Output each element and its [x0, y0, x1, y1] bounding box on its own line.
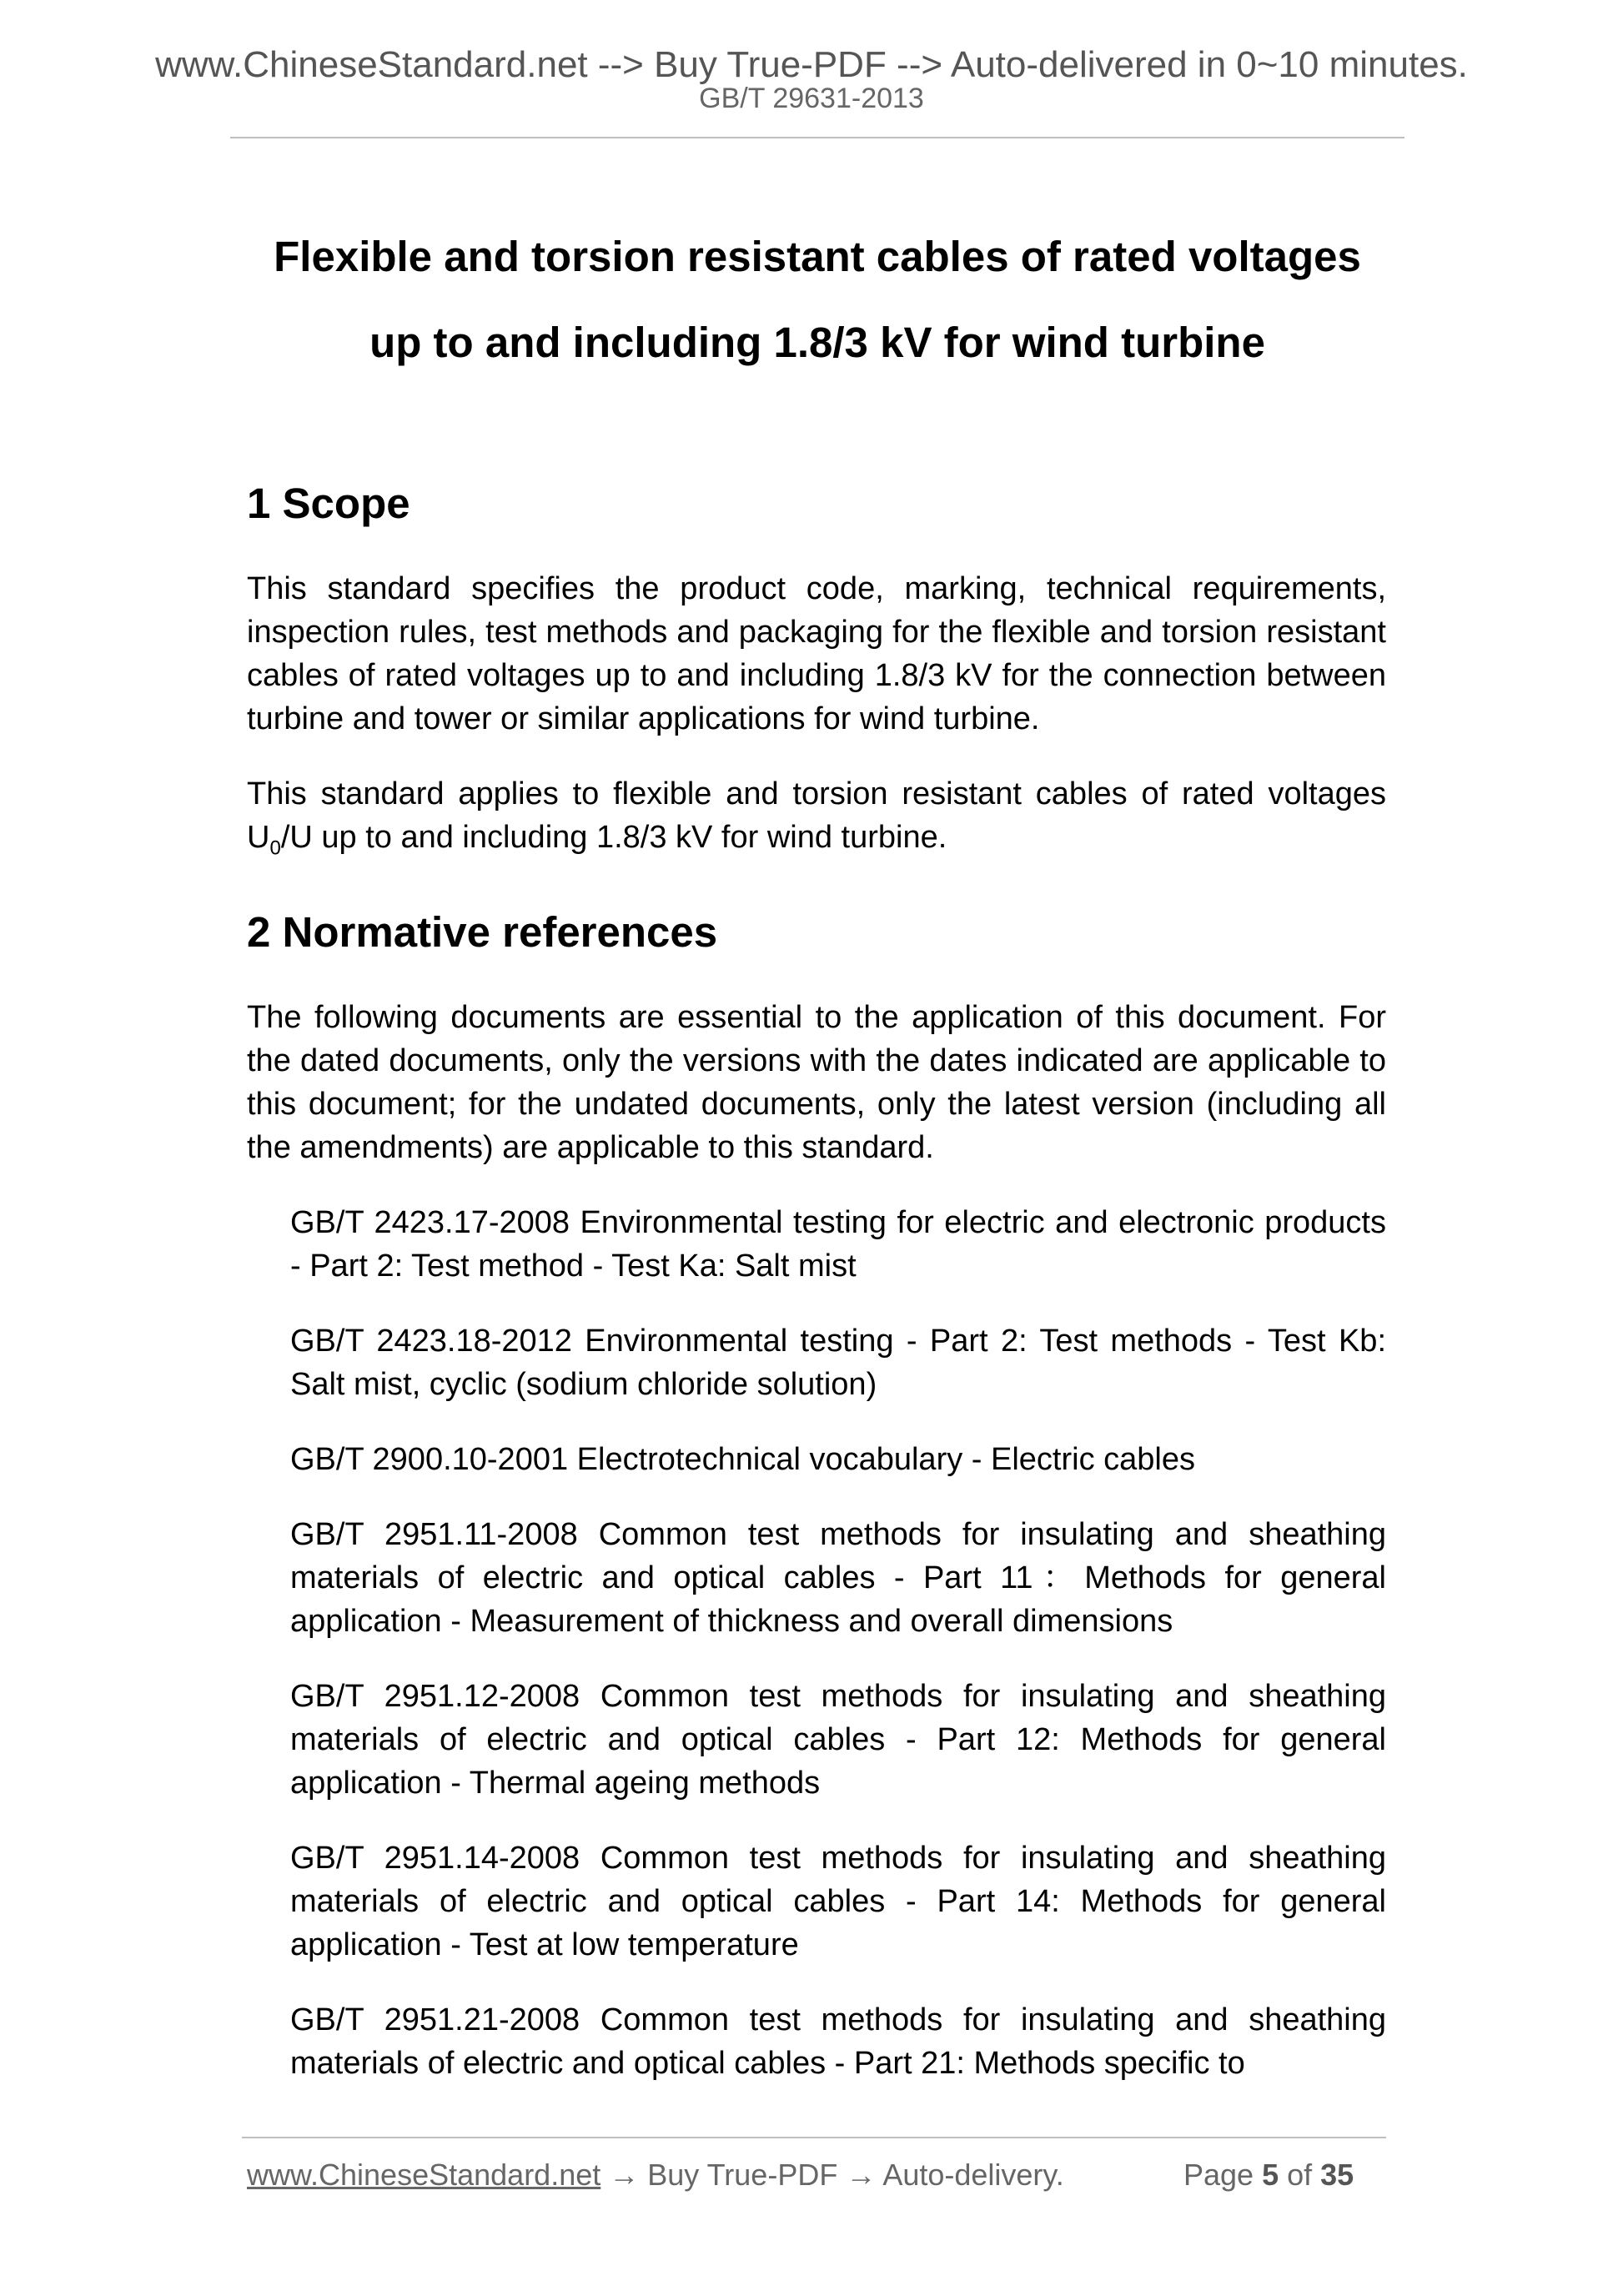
scope-paragraph-2-suffix: /U up to and including 1.8/3 kV for wind turbine. [280, 820, 947, 855]
title-line-1: Flexible and torsion resistant cables of rated voltages [274, 233, 1361, 281]
page-indicator [1183, 2157, 1354, 2193]
reference-item: GB/T 2951.11-2008 Common test methods for insulating and sheathing materials of electric and optical cables - Part 11：Methods for general application - Measurement of thickness and overall dimensions [290, 1516, 1386, 1639]
scope-paragraph-1: This standard specifies the product code, marking, technical requirements, inspection rules, test methods and packaging for the flexible and torsion resistant cables of rated voltages up to and including 1.8/3 kV for the connection between turbine and tower or similar applications for wind turbine. [247, 571, 1386, 736]
total-pages: 35 [1320, 2158, 1354, 2192]
top-banner[interactable]: www.ChineseStandard.net --> Buy True-PDF --> Auto-delivered in 0~10 minutes. [155, 44, 1468, 85]
header-divider [230, 137, 1404, 138]
footer-divider [242, 2137, 1386, 2138]
document-body [247, 477, 1386, 2085]
document-title [217, 214, 1418, 385]
section-heading-normative-references: 2 Normative references [247, 907, 718, 956]
section-heading-scope: 1 Scope [247, 480, 410, 527]
reference-item: GB/T 2951.12-2008 Common test methods for insulating and sheathing materials of electric and optical cables - Part 12: Methods for general application - Thermal ageing methods [290, 1678, 1386, 1801]
title-line-2: up to and including 1.8/3 kV for wind turbine [369, 319, 1265, 367]
footer-link[interactable]: www.ChineseStandard.net [247, 2158, 601, 2192]
page-label: Page [1183, 2158, 1263, 2192]
page-number: 5 [1262, 2158, 1279, 2192]
of-label: of [1279, 2158, 1321, 2192]
reference-item: GB/T 2423.18-2012 Environmental testing - Part 2: Test methods - Test Kb: Salt mist, cyclic (sodium chloride solution) [290, 1323, 1386, 1402]
standard-number: GB/T 29631-2013 [699, 83, 924, 114]
scope-paragraph-2 [247, 772, 1386, 871]
reference-item: GB/T 2951.14-2008 Common test methods for insulating and sheathing materials of electric and optical cables - Part 14: Methods for general application - Test at low temperature [290, 1840, 1386, 1962]
normative-intro-paragraph: The following documents are essential to the application of this document. For the dated documents, only the versions with the dates indicated are applicable to this document; for the undated documents, only the latest version (including all the amendments) are applicable to this standard. [247, 999, 1386, 1165]
subscript-zero: 0 [269, 837, 281, 860]
reference-item: GB/T 2900.10-2001 Electrotechnical vocabulary - Electric cables [290, 1441, 1195, 1477]
footer-text: → Buy True-PDF → Auto-delivery. [600, 2158, 1064, 2192]
reference-item: GB/T 2423.17-2008 Environmental testing for electric and electronic products - Part 2: Test method - Test Ka: Salt mist [290, 1204, 1386, 1284]
reference-item: GB/T 2951.21-2008 Common test methods for insulating and sheathing materials of electric and optical cables - Part 21: Methods specific to [290, 2002, 1386, 2081]
scope-paragraph-2-prefix: This standard applies to flexible and torsion resistant cables of rated voltages U [247, 776, 1386, 855]
page-footer [247, 2157, 1386, 2193]
